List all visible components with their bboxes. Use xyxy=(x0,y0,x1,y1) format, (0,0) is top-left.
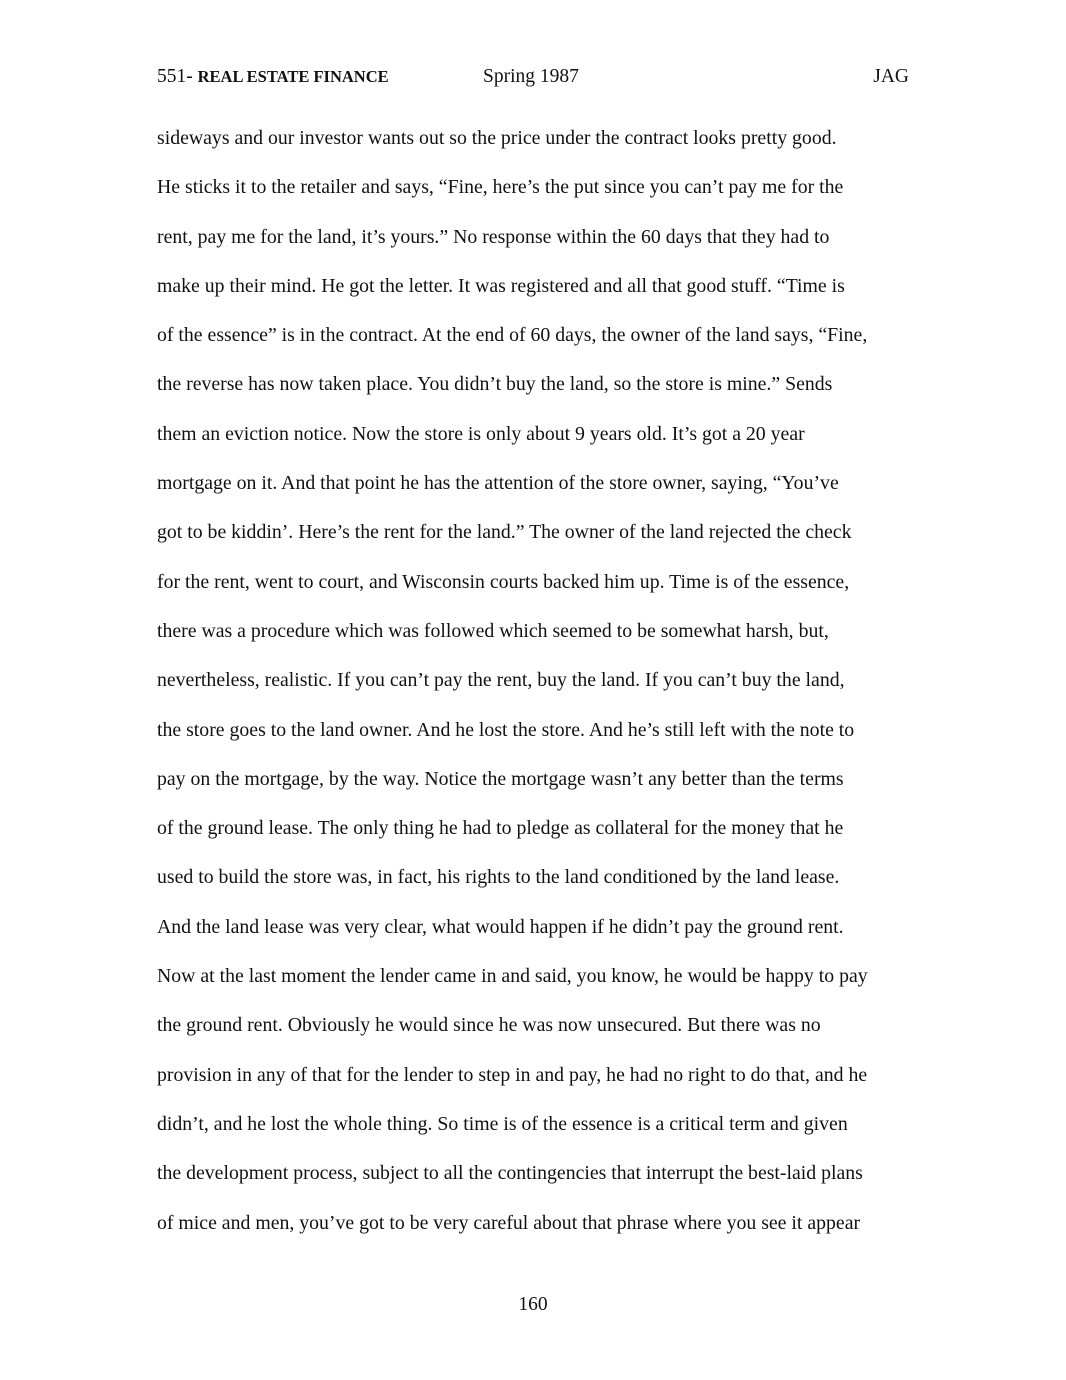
page-header xyxy=(157,62,909,92)
header-course xyxy=(157,62,389,92)
course-title: REAL ESTATE FINANCE xyxy=(197,67,389,86)
text-line: provision in any of that for the lender to step in and pay, he had no right to do that, and he xyxy=(157,1063,868,1086)
text-line: used to build the store was, in fact, his rights to the land conditioned by the land lease. xyxy=(157,866,840,889)
text-line: for the rent, went to court, and Wisconsin courts backed him up. Time is of the essence, xyxy=(157,570,850,593)
text-line: didn’t, and he lost the whole thing. So time is of the essence is a critical term and given xyxy=(157,1112,848,1135)
text-line: mortgage on it. And that point he has the attention of the store owner, saying, “You’ve xyxy=(157,472,839,495)
text-line: them an eviction notice. Now the store is only about 9 years old. It’s got a 20 year xyxy=(157,422,805,445)
text-line: nevertheless, realistic. If you can’t pay the rent, buy the land. If you can’t buy the land, xyxy=(157,669,845,692)
text-line: rent, pay me for the land, it’s yours.” No response within the 60 days that they had to xyxy=(157,225,830,248)
text-line: of the essence” is in the contract. At the end of 60 days, the owner of the land says, “Fine, xyxy=(157,324,868,347)
text-line: the reverse has now taken place. You didn’t buy the land, so the store is mine.” Sends xyxy=(157,373,833,396)
header-term: Spring 1987 xyxy=(483,66,579,87)
text-line: of mice and men, you’ve got to be very careful about that phrase where you see it appear xyxy=(157,1211,861,1234)
page-number: 160 xyxy=(518,1294,548,1315)
text-line: the store goes to the land owner. And he lost the store. And he’s still left with the note to xyxy=(157,718,855,741)
text-line: Now at the last moment the lender came in and said, you know, he would be happy to pay xyxy=(157,965,868,988)
text-line: make up their mind. He got the letter. It was registered and all that good stuff. “Time is xyxy=(157,274,845,297)
text-line: of the ground lease. The only thing he had to pledge as collateral for the money that he xyxy=(157,817,844,840)
text-line: the ground rent. Obviously he would since he was now unsecured. But there was no xyxy=(157,1014,821,1037)
body-text xyxy=(157,120,917,1254)
text-line: got to be kiddin’. Here’s the rent for the land.” The owner of the land rejected the check xyxy=(157,521,852,544)
text-line: He sticks it to the retailer and says, “Fine, here’s the put since you can’t pay me for the xyxy=(157,176,844,199)
text-line: sideways and our investor wants out so the price under the contract looks pretty good. xyxy=(157,127,837,149)
text-line: And the land lease was very clear, what would happen if he didn’t pay the ground rent. xyxy=(157,915,844,938)
text-line: there was a procedure which was followed which seemed to be somewhat harsh, but, xyxy=(157,619,829,642)
header-initials: JAG xyxy=(873,66,909,87)
text-line: pay on the mortgage, by the way. Notice the mortgage wasn’t any better than the terms xyxy=(157,767,844,790)
course-number: 551- xyxy=(157,66,193,87)
text-line: the development process, subject to all the contingencies that interrupt the best-laid plans xyxy=(157,1162,863,1185)
